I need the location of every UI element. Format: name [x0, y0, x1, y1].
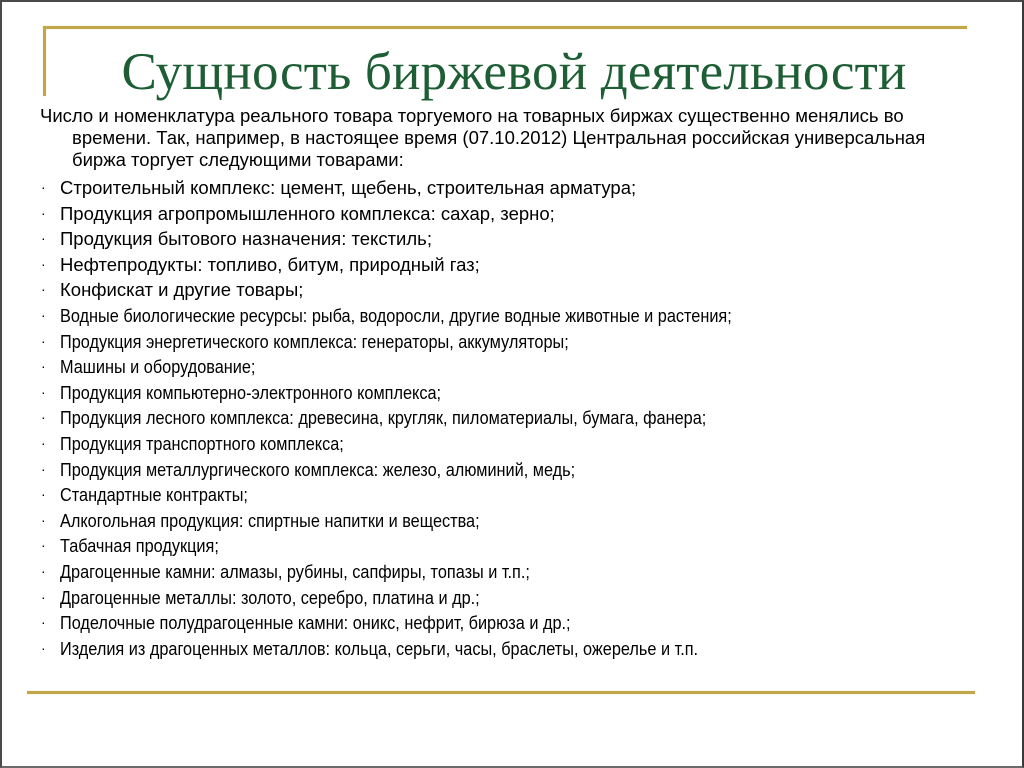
list-item — [40, 482, 1000, 508]
list-item-text: Машины и оборудование; — [60, 356, 256, 378]
bullet-icon: · — [41, 230, 46, 247]
list-item-text: Стандартные контракты; — [60, 484, 248, 506]
bullet-icon: · — [41, 332, 46, 349]
bullet-icon: · — [41, 281, 46, 298]
list-item — [40, 457, 1000, 483]
intro-paragraph: Число и номенклатура реального товара торгуемого на товарных биржах существенно менялись во времени. Так, например, в настоящее время (07.10.2012) Центральная российская универсальная биржа торгует следующими товарами: — [40, 105, 926, 170]
bullet-icon: · — [41, 537, 46, 554]
bullet-icon: · — [41, 306, 46, 323]
list-item — [40, 277, 1000, 303]
list-item — [40, 252, 1000, 278]
slide-title: Сущность биржевой деятельности — [121, 43, 907, 101]
list-item-text: Продукция бытового назначения: текстиль; — [60, 228, 432, 250]
list-item-text: Продукция металлургического комплекса: железо, алюминий, медь; — [60, 458, 576, 480]
bullet-icon: · — [41, 588, 46, 605]
bullet-icon: · — [41, 204, 46, 221]
list-item-text: Продукция транспортного комплекса; — [60, 432, 344, 454]
list-item — [40, 175, 1000, 201]
bullet-icon: · — [41, 409, 46, 426]
list-item-text: Продукция агропромышленного комплекса: сахар, зерно; — [60, 202, 555, 224]
bullet-icon: · — [41, 639, 46, 656]
list-item-text: Строительный комплекс: цемент, щебень, строительная арматура; — [60, 177, 637, 198]
bullet-icon: · — [41, 511, 46, 528]
list-item — [40, 226, 1000, 252]
list-item — [40, 559, 1000, 585]
slide-body — [40, 105, 1000, 661]
gold-top-rule — [43, 26, 967, 29]
list-item — [40, 380, 1000, 406]
list-item-text: Драгоценные камни: алмазы, рубины, сапфиры, топазы и т.п.; — [60, 560, 530, 582]
bullet-icon: · — [41, 434, 46, 451]
commodity-list — [40, 175, 1000, 661]
list-item — [40, 431, 1000, 457]
list-item-text: Продукция лесного комплекса: древесина, кругляк, пиломатериалы, бумага, фанера; — [60, 407, 707, 429]
list-item-text: Поделочные полудрагоценные камни: оникс, нефрит, бирюза и др.; — [60, 612, 571, 634]
list-item-text: Нефтепродукты: топливо, битум, природный газ; — [60, 253, 480, 275]
bullet-icon: · — [41, 614, 46, 631]
bullet-icon: · — [41, 179, 46, 195]
gold-bottom-rule — [27, 691, 975, 694]
bullet-icon: · — [41, 383, 46, 400]
list-item — [40, 329, 1000, 355]
list-item — [40, 405, 1000, 431]
list-item-text: Продукция энергетического комплекса: генераторы, аккумуляторы; — [60, 330, 569, 352]
list-item — [40, 533, 1000, 559]
bullet-icon: · — [41, 460, 46, 477]
list-item-text: Драгоценные металлы: золото, серебро, платина и др.; — [60, 586, 480, 608]
list-item — [40, 610, 1000, 636]
list-item-text: Конфискат и другие товары; — [60, 279, 304, 301]
list-item-text: Продукция компьютерно-электронного комплекса; — [60, 381, 442, 403]
bullet-icon: · — [41, 358, 46, 375]
list-item — [40, 201, 1000, 227]
bullet-icon: · — [41, 255, 46, 272]
bullet-icon: · — [41, 486, 46, 503]
list-item — [40, 303, 1000, 329]
list-item — [40, 508, 1000, 534]
list-item — [40, 354, 1000, 380]
list-item-text: Изделия из драгоценных металлов: кольца, серьги, часы, браслеты, ожерелье и т.п. — [60, 637, 699, 659]
list-item — [40, 585, 1000, 611]
list-item — [40, 636, 1000, 662]
list-item-text: Алкогольная продукция: спиртные напитки и вещества; — [60, 509, 480, 531]
list-item-text: Водные биологические ресурсы: рыба, водоросли, другие водные животные и растения; — [60, 304, 732, 326]
bullet-icon: · — [41, 562, 46, 579]
list-item-text: Табачная продукция; — [60, 535, 219, 557]
